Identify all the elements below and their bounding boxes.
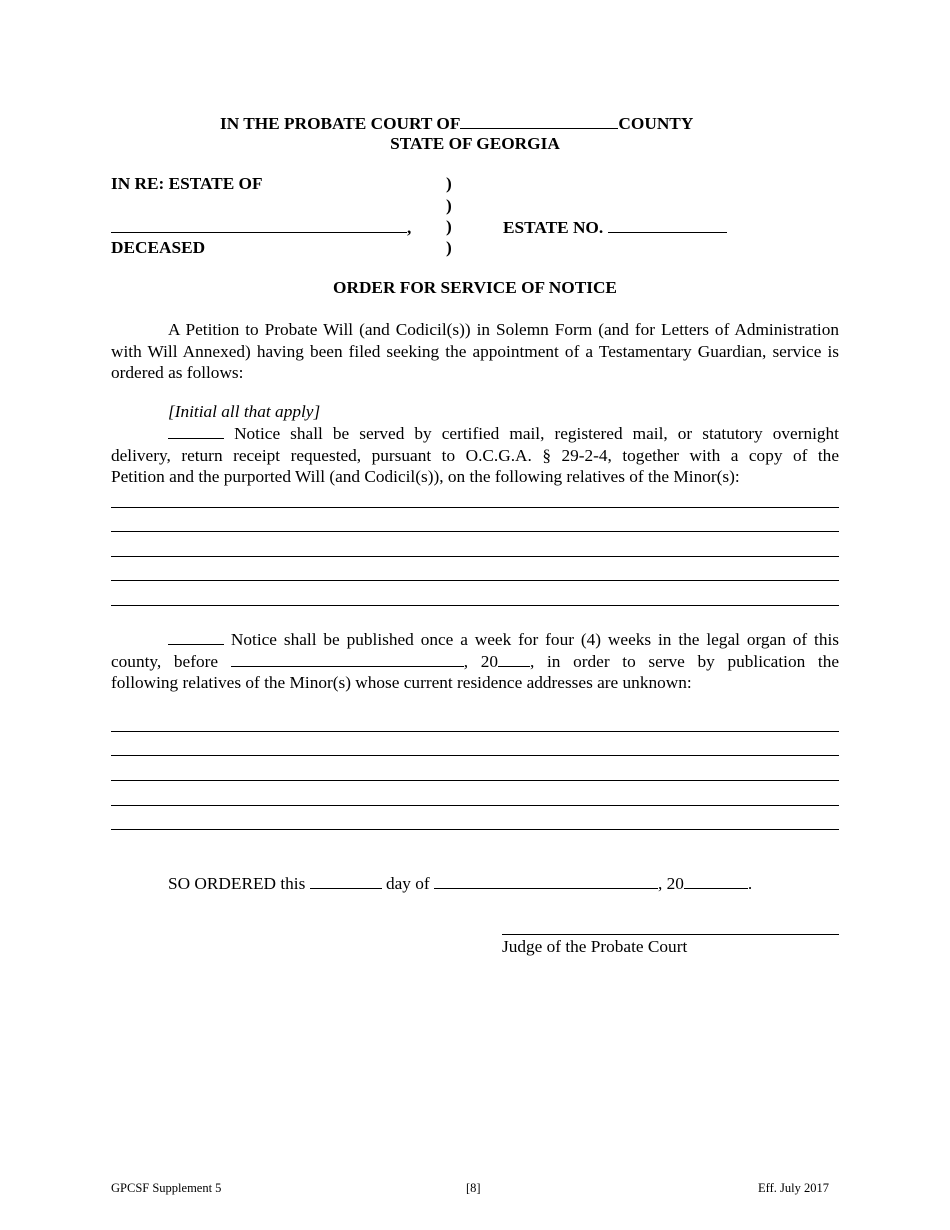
judge-signature-line[interactable] [502, 934, 839, 935]
option-1-initials-field[interactable] [168, 423, 224, 439]
decedent-name-line [111, 217, 411, 238]
option-2-initials-field[interactable] [168, 629, 224, 645]
estate-no-line [503, 217, 727, 238]
court-prefix: IN THE PROBATE COURT OF [220, 114, 461, 133]
unknown-relative-line[interactable] [111, 755, 839, 756]
option-1-line-1 [111, 423, 839, 445]
unknown-relative-line[interactable] [111, 780, 839, 781]
footer-page-number: [8] [466, 1181, 481, 1195]
estate-no-field[interactable] [608, 217, 727, 233]
publication-date-field[interactable] [231, 651, 464, 667]
so-ordered-period: . [747, 874, 753, 893]
publication-year-field[interactable] [498, 651, 530, 667]
in-re-label: IN RE: ESTATE OF [111, 174, 263, 193]
unknown-relative-line[interactable] [111, 805, 839, 806]
instruction-text: [Initial all that apply] [168, 402, 321, 421]
caption-paren: ) [446, 196, 452, 215]
option-2-paragraph [111, 629, 839, 694]
state-heading: STATE OF GEORGIA [390, 134, 560, 153]
intro-text: A Petition to Probate Will (and Codicil(s)) in Solemn Form (and for Letters of Administration with Will Annexed) having been filed seeking the appointment of a Testamentary Guardian, service is ordered as follows: [111, 320, 839, 382]
footer-effective-date: Eff. July 2017 [758, 1181, 829, 1195]
county-name-field[interactable] [460, 113, 618, 129]
order-month-field[interactable] [434, 873, 658, 889]
judge-title: Judge of the Probate Court [502, 937, 688, 956]
so-ordered-year-prefix: , 20 [657, 874, 684, 893]
order-year-field[interactable] [684, 873, 748, 889]
option-1-text-1: Notice shall be served by certified mail, registered mail, or statutory overnight [234, 424, 839, 443]
unknown-relative-line[interactable] [111, 829, 839, 830]
option-1-paragraph [111, 423, 839, 488]
decedent-comma: , [407, 218, 412, 237]
option-2-line-2-end: , in order to serve by publication the [530, 651, 840, 671]
intro-paragraph [111, 319, 839, 384]
option-2-line-3: following relatives of the Minor(s) whose current residence addresses are unknown: [111, 673, 692, 692]
relative-line[interactable] [111, 507, 839, 508]
so-ordered-line [168, 873, 752, 894]
relative-line[interactable] [111, 531, 839, 532]
so-ordered-day-of: day of [385, 874, 430, 893]
caption-paren: ) [446, 238, 452, 257]
unknown-relative-line[interactable] [111, 731, 839, 732]
option-2-year-prefix: , 20 [463, 651, 499, 671]
footer-form-id: GPCSF Supplement 5 [111, 1181, 222, 1195]
caption-paren: ) [446, 174, 452, 193]
relative-line[interactable] [111, 556, 839, 557]
option-2-line-2 [111, 651, 839, 673]
deceased-label: DECEASED [111, 238, 206, 257]
option-1-line-2: delivery, return receipt requested, pursuant to O.C.G.A. § 29-2-4, together with a copy of the [111, 445, 839, 465]
caption-paren: ) [446, 217, 452, 236]
relative-line[interactable] [111, 605, 839, 606]
option-2-line-1 [111, 629, 839, 651]
court-heading [220, 113, 693, 134]
estate-no-label: ESTATE NO. [503, 218, 604, 237]
so-ordered-prefix: SO ORDERED this [168, 874, 306, 893]
order-day-field[interactable] [310, 873, 382, 889]
option-1-line-3: Petition and the purported Will (and Codicil(s)), on the following relatives of the Minor(s): [111, 467, 740, 486]
option-2-county-before: county, before [111, 651, 219, 671]
court-suffix: COUNTY [618, 114, 694, 133]
document-title: ORDER FOR SERVICE OF NOTICE [333, 278, 617, 297]
option-2-text-1: Notice shall be published once a week for four (4) weeks in the legal organ of this [230, 630, 840, 649]
relative-line[interactable] [111, 580, 839, 581]
decedent-name-field[interactable] [111, 217, 407, 233]
